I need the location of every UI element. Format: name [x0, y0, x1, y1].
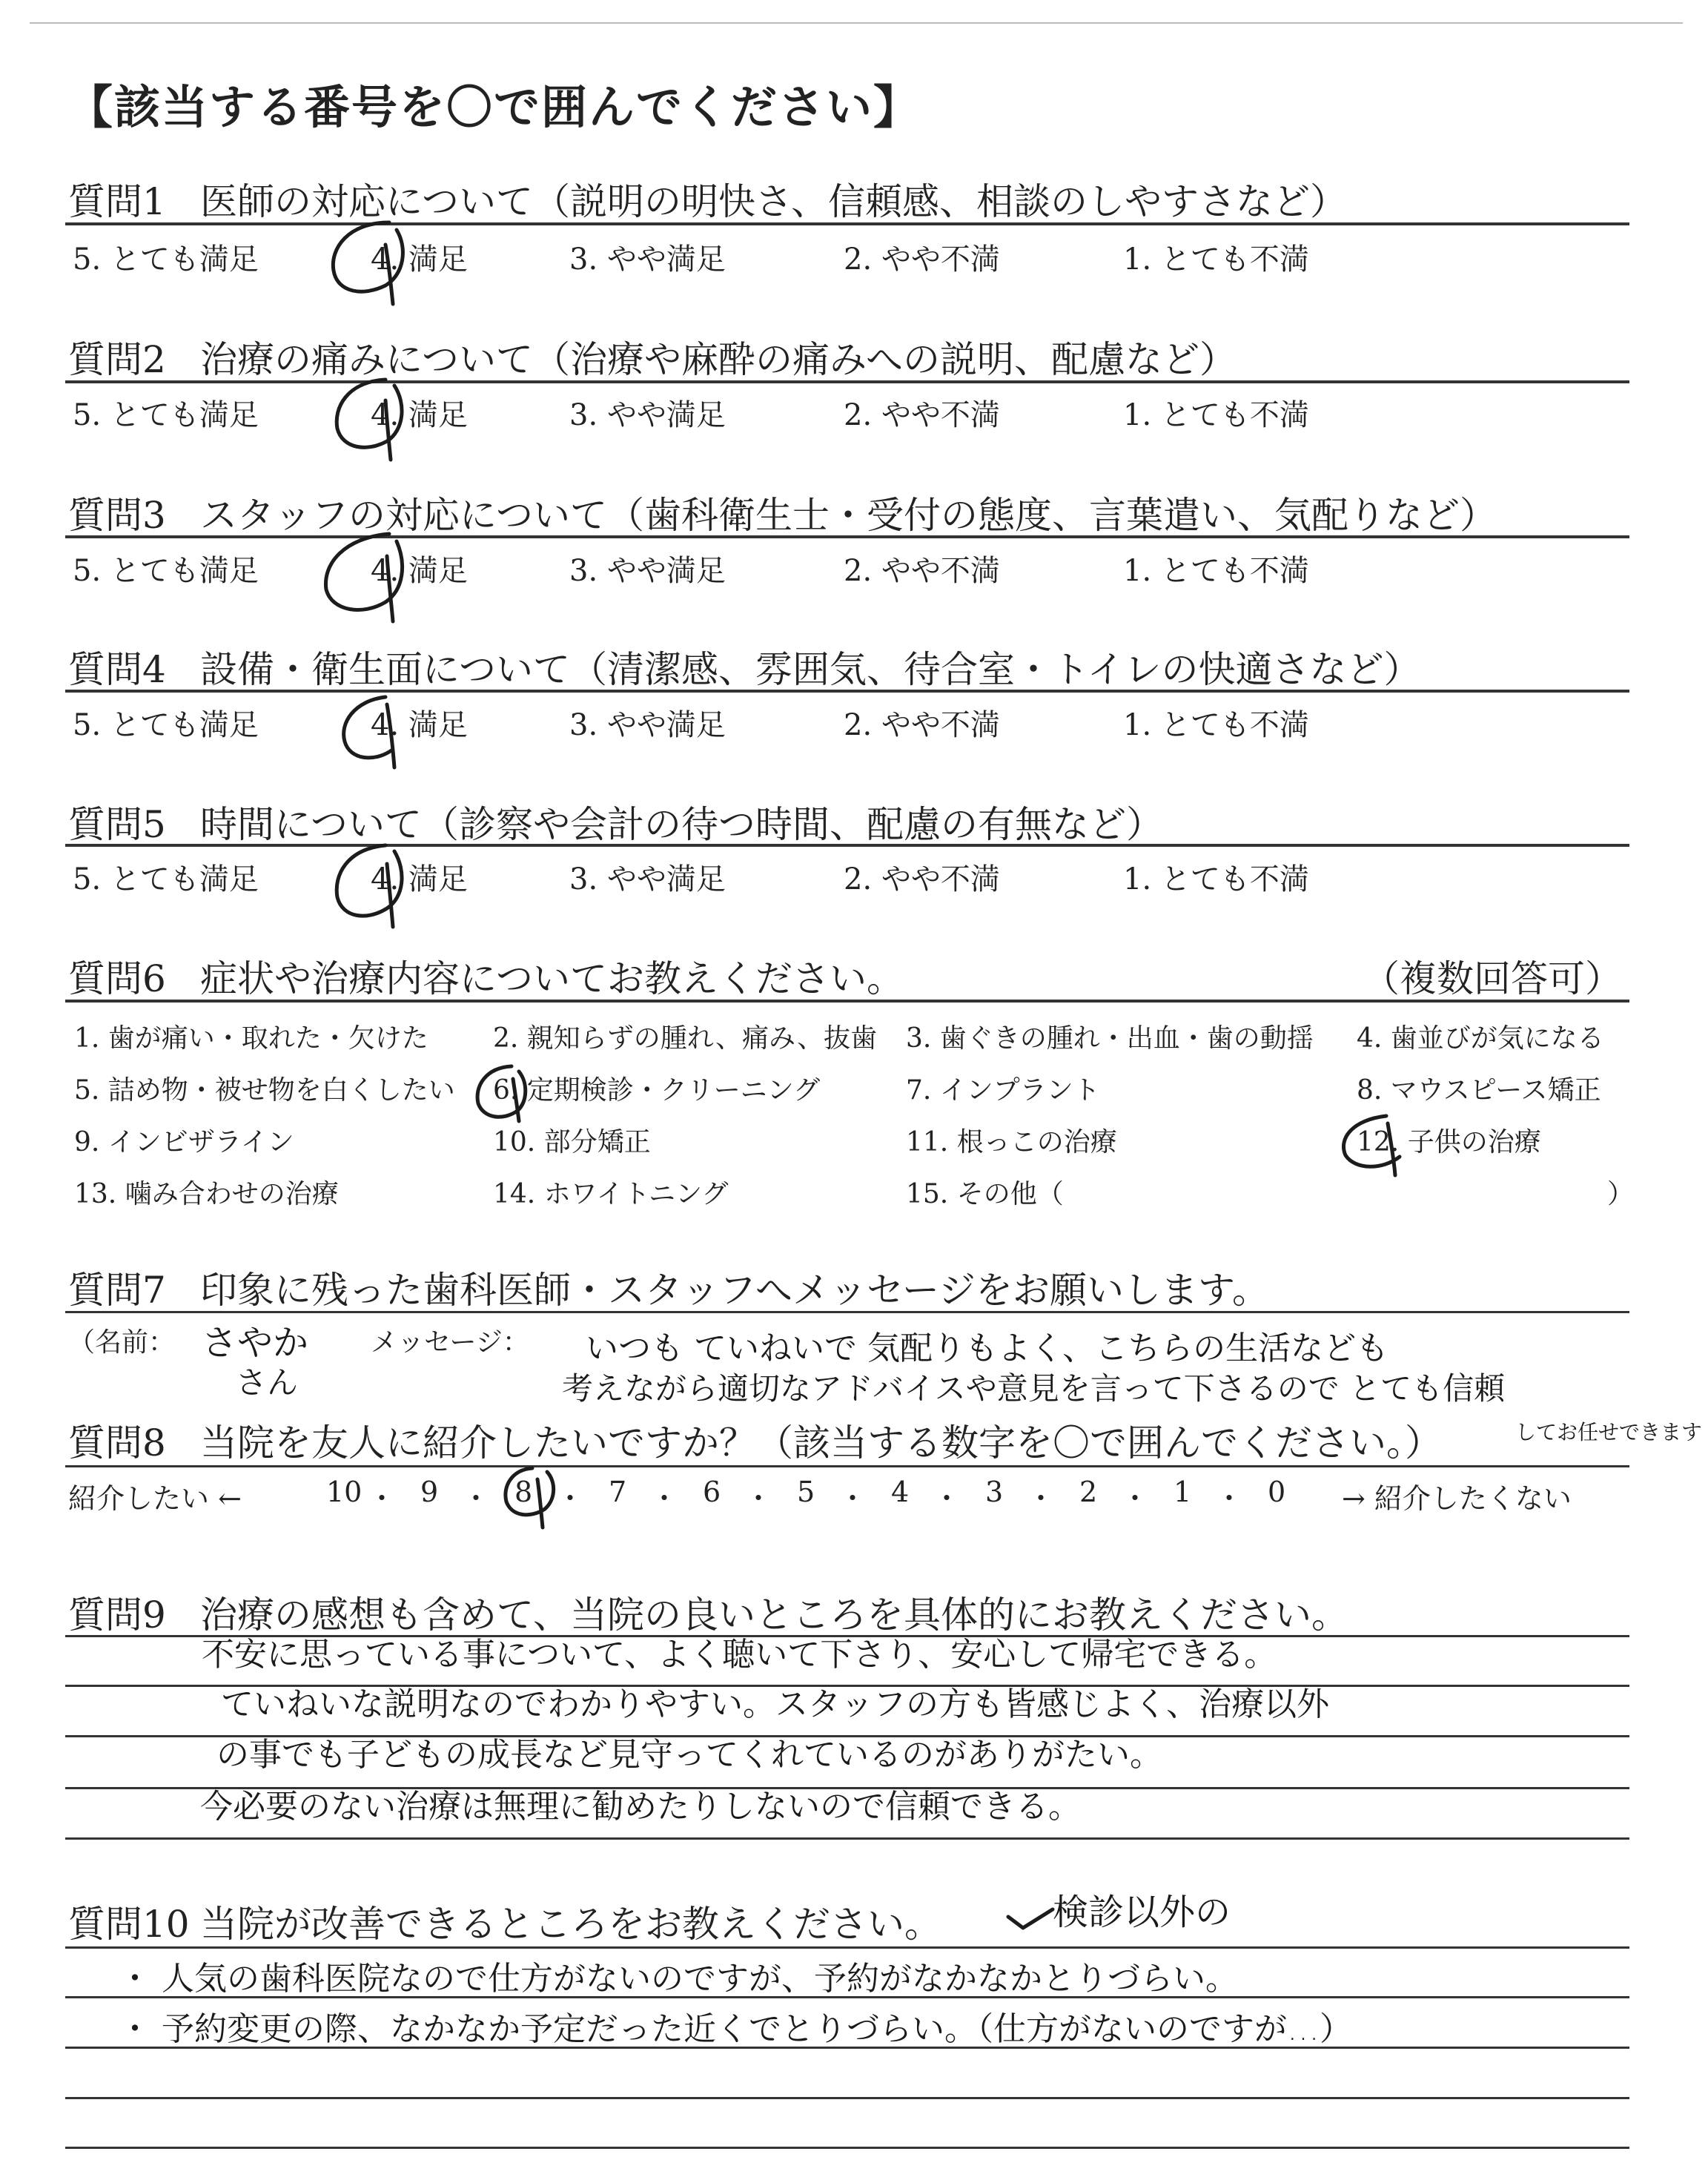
- q6-option-7[interactable]: 7. インプラント: [906, 1075, 1100, 1106]
- q3-rule: [65, 535, 1629, 538]
- q7-message-label: メッセージ：: [371, 1327, 529, 1358]
- q8-scale-separator: ・: [933, 1482, 961, 1515]
- q4-option-1[interactable]: 1. とても不満: [1123, 708, 1309, 742]
- q1-label: 質問1: [68, 180, 166, 223]
- q6-option-15-close: ）: [1607, 1179, 1635, 1209]
- q8-scale-5[interactable]: 5: [797, 1476, 815, 1508]
- q9-hand-line-4: 今必要のない治療は無理に勧めたりしないので信頼できる。: [200, 1788, 1081, 1826]
- q9-hand-line-1: 不安に思っている事について、よく聴いて下さり、安心して帰宅できる。: [202, 1636, 1277, 1674]
- q5-rule: [65, 844, 1629, 847]
- q6-rule: [65, 1000, 1629, 1003]
- q2-label: 質問2: [68, 338, 166, 381]
- q6-option-5[interactable]: 5. 詰め物・被せ物を白くしたい: [74, 1075, 455, 1106]
- q2-option-3[interactable]: 3. やや満足: [569, 398, 726, 432]
- q6-note: （複数回答可）: [1363, 957, 1622, 1000]
- page-title: 【該当する番号を〇で囲んでください】: [67, 80, 921, 134]
- q9-hand-line-3: の事でも子どもの成長など見守ってくれているのがありがたい。: [216, 1736, 1162, 1774]
- q8-scale-separator: ・: [556, 1482, 585, 1515]
- q10-rule-4: [65, 2097, 1629, 2099]
- q8-scale-1[interactable]: 1: [1174, 1476, 1192, 1508]
- q7-name-label: （名前：: [68, 1327, 176, 1358]
- q8-label: 質問8: [68, 1421, 166, 1464]
- q6-option-9[interactable]: 9. インビザライン: [74, 1127, 294, 1157]
- q7-hand-name-1: さやか: [202, 1322, 309, 1364]
- q9-hand-line-2: ていねいな説明なのでわかりやすい。スタッフの方も皆感じよく、治療以外: [221, 1685, 1330, 1723]
- q6-option-2[interactable]: 2. 親知らずの腫れ、痛み、抜歯: [493, 1023, 878, 1054]
- q6-label: 質問6: [68, 957, 166, 1000]
- q10-hand-line-1: ・ 人気の歯科医院なので仕方がないのですが、予約がなかなかとりづらい。: [119, 1960, 1238, 1998]
- q6-option-1[interactable]: 1. 歯が痛い・取れた・欠けた: [74, 1023, 428, 1054]
- q5-option-5[interactable]: 5. とても満足: [73, 862, 259, 896]
- top-border: [30, 22, 1683, 24]
- q6-option-3[interactable]: 3. 歯ぐきの腫れ・出血・歯の動揺: [906, 1023, 1314, 1054]
- q8-scale-2[interactable]: 2: [1079, 1476, 1098, 1508]
- q1-option-2[interactable]: 2. やや不満: [844, 242, 1000, 277]
- q5-label: 質問5: [68, 803, 166, 846]
- q8-scale-6[interactable]: 6: [703, 1476, 721, 1508]
- q2-text: 治療の痛みについて（治療や麻酔の痛みへの説明、配慮など）: [200, 338, 1237, 381]
- q5-text: 時間について（診察や会計の待つ時間、配慮の有無など）: [200, 803, 1163, 846]
- q3-text: スタッフの対応について（歯科衛生士・受付の態度、言葉遣い、気配りなど）: [200, 494, 1497, 537]
- q4-text: 設備・衛生面について（清潔感、雰囲気、待合室・トイレの快適さなど）: [200, 648, 1421, 691]
- q5-option-2[interactable]: 2. やや不満: [844, 862, 1000, 896]
- q6-option-14[interactable]: 14. ホワイトニング: [493, 1179, 729, 1209]
- q8-scale-8[interactable]: 8: [514, 1476, 533, 1508]
- q2-option-1[interactable]: 1. とても不満: [1123, 398, 1309, 432]
- q10-rule-1: [65, 1946, 1629, 1949]
- q8-scale-separator: ・: [1215, 1482, 1244, 1515]
- q8-text: 当院を友人に紹介したいですか？（該当する数字を〇で囲んでください。）: [200, 1421, 1442, 1464]
- q4-rule: [65, 690, 1629, 693]
- q10-rule-5: [65, 2147, 1629, 2149]
- q8-scale-3[interactable]: 3: [985, 1476, 1004, 1508]
- q3-option-1[interactable]: 1. とても不満: [1123, 554, 1309, 588]
- q6-text: 症状や治療内容についてお教えください。: [200, 957, 904, 1000]
- q9-text: 治療の感想も含めて、当院の良いところを具体的にお教えください。: [200, 1593, 1348, 1636]
- q5-option-3[interactable]: 3. やや満足: [569, 862, 726, 896]
- q8-scale-separator: ・: [1027, 1482, 1056, 1515]
- q9-rule-5: [65, 1837, 1629, 1840]
- q3-option-5[interactable]: 5. とても満足: [73, 554, 259, 588]
- q8-right-label: → 紹介したくない: [1342, 1482, 1572, 1515]
- q6-option-12[interactable]: 12. 子供の治療: [1357, 1127, 1541, 1157]
- q6-option-4[interactable]: 4. 歯並びが気になる: [1357, 1023, 1604, 1054]
- q5-option-1[interactable]: 1. とても不満: [1123, 862, 1309, 896]
- q8-scale-10[interactable]: 10: [326, 1476, 363, 1508]
- q4-label: 質問4: [68, 648, 166, 691]
- q3-label: 質問3: [68, 494, 166, 537]
- q2-option-5[interactable]: 5. とても満足: [73, 398, 259, 432]
- q1-rule: [65, 222, 1629, 225]
- q4-option-3[interactable]: 3. やや満足: [569, 708, 726, 742]
- q8-scale-7[interactable]: 7: [609, 1476, 627, 1508]
- q8-scale-separator: ・: [368, 1482, 397, 1515]
- q10-insert-caret: [1008, 1909, 1053, 1928]
- q7-hand-message-2: 考えながら適切なアドバイスや意見を言って下さるので とても信頼: [562, 1370, 1506, 1407]
- q8-rule: [65, 1465, 1629, 1467]
- q8-scale-separator: ・: [744, 1482, 773, 1515]
- q10-hand-insert: 検診以外の: [1053, 1892, 1231, 1933]
- q8-left-label: 紹介したい ←: [68, 1482, 242, 1515]
- q2-option-4[interactable]: 4. 満足: [371, 398, 468, 432]
- q10-label: 質問10: [68, 1903, 190, 1946]
- q10-text: 当院が改善できるところをお教えください。: [200, 1903, 941, 1946]
- q8-scale-4[interactable]: 4: [891, 1476, 910, 1508]
- q1-option-3[interactable]: 3. やや満足: [569, 242, 726, 277]
- q8-scale-9[interactable]: 9: [420, 1476, 439, 1508]
- q2-option-2[interactable]: 2. やや不満: [844, 398, 1000, 432]
- q1-option-4[interactable]: 4. 満足: [371, 242, 468, 277]
- q1-text: 医師の対応について（説明の明快さ、信頼感、相談のしやすさなど）: [200, 180, 1347, 223]
- q1-option-1[interactable]: 1. とても不満: [1123, 242, 1309, 277]
- q6-option-15[interactable]: 15. その他（: [906, 1179, 1064, 1209]
- q7-rule: [65, 1311, 1629, 1313]
- q6-option-8[interactable]: 8. マウスピース矯正: [1357, 1075, 1601, 1106]
- q10-hand-line-2: ・ 予約変更の際、なかなか予定だった近くでとりづらい。（仕方がないのですが…）: [119, 2010, 1352, 2048]
- q2-rule: [65, 380, 1629, 383]
- q7-text: 印象に残った歯科医師・スタッフへメッセージをお願いします。: [200, 1269, 1269, 1312]
- q4-option-5[interactable]: 5. とても満足: [73, 708, 259, 742]
- q6-option-13[interactable]: 13. 噛み合わせの治療: [74, 1179, 339, 1209]
- q1-option-5[interactable]: 5. とても満足: [73, 242, 259, 277]
- q8-scale-separator: ・: [1121, 1482, 1150, 1515]
- q6-option-11[interactable]: 11. 根っこの治療: [906, 1127, 1117, 1157]
- q7-hand-message-1: いつも ていねいで 気配りもよく、こちらの生活なども: [586, 1330, 1389, 1367]
- q9-label: 質問9: [68, 1593, 166, 1636]
- q8-scale-separator: ・: [838, 1482, 867, 1515]
- q7-label: 質問7: [68, 1269, 166, 1312]
- q8-scale-separator: ・: [650, 1482, 679, 1515]
- q4-option-4[interactable]: 4. 満足: [371, 708, 468, 742]
- q3-option-3[interactable]: 3. やや満足: [569, 554, 726, 588]
- q7-hand-message-3: してお任せできます: [1515, 1420, 1703, 1444]
- q7-hand-name-2: さん: [236, 1364, 299, 1401]
- q6-option-6[interactable]: 6. 定期検診・クリーニング: [493, 1075, 821, 1106]
- q6-option-10[interactable]: 10. 部分矯正: [493, 1127, 651, 1157]
- q8-scale-separator: ・: [462, 1482, 491, 1515]
- q3-option-4[interactable]: 4. 満足: [371, 554, 468, 588]
- q5-option-4[interactable]: 4. 満足: [371, 862, 468, 896]
- q3-option-2[interactable]: 2. やや不満: [844, 554, 1000, 588]
- q4-option-2[interactable]: 2. やや不満: [844, 708, 1000, 742]
- q8-scale-0[interactable]: 0: [1268, 1476, 1286, 1508]
